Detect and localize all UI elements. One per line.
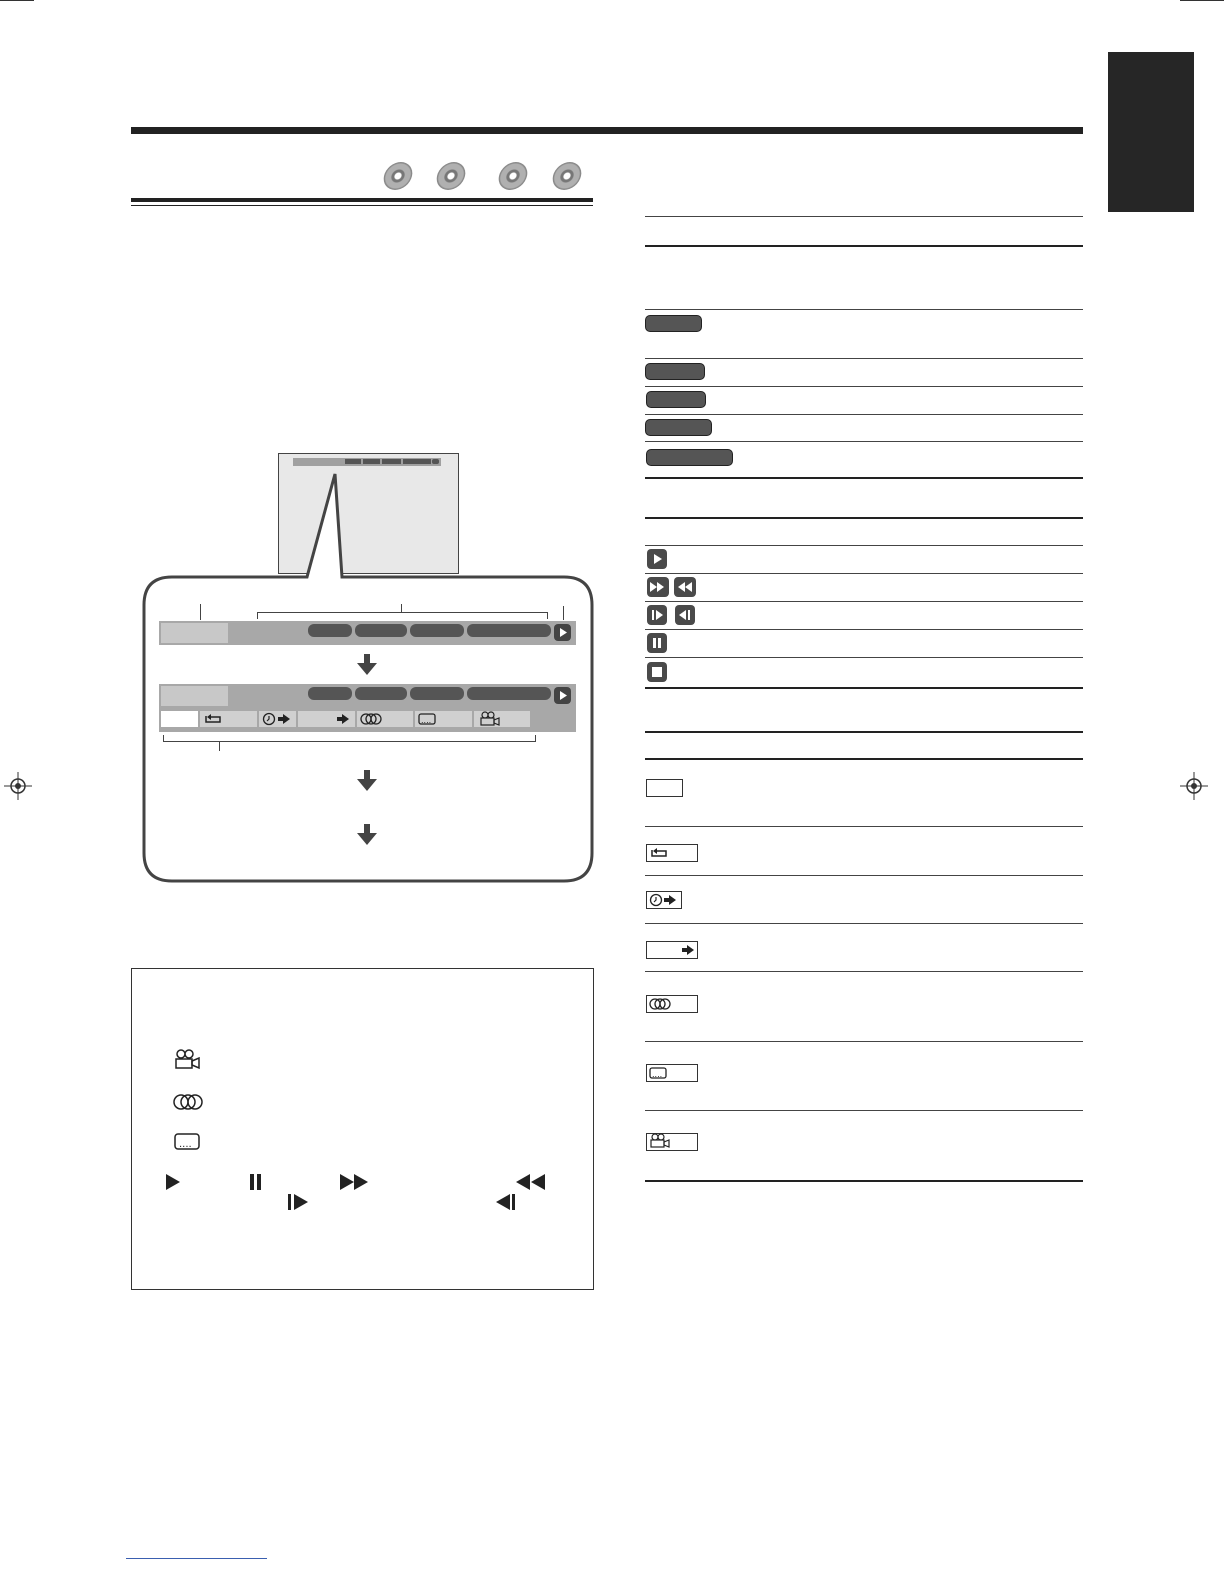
fast-forward-icon [339, 1173, 371, 1191]
table-rule [645, 629, 1083, 630]
table-rule [645, 441, 1083, 442]
pause-icon [647, 633, 667, 653]
slow-reverse-icon [675, 605, 695, 625]
menu-cell-blank [161, 711, 198, 727]
subtitle-box [646, 1064, 698, 1082]
subtitle-icon [649, 1066, 669, 1080]
subtitle-icon [418, 712, 438, 726]
arrow-right-icon [336, 712, 352, 726]
chapter-box [646, 941, 698, 959]
clock-arrow-icon [649, 893, 681, 907]
table-rule [645, 657, 1083, 658]
status-pill [646, 391, 706, 408]
camera-angle-icon [479, 711, 501, 727]
menu-cell-audio [357, 711, 413, 727]
table-rule [645, 358, 1083, 359]
menu-cell-repeat [200, 711, 257, 727]
time-box [646, 891, 682, 909]
status-segment [410, 624, 464, 637]
subtitle-icon [174, 1132, 202, 1152]
callout-frame [142, 470, 594, 884]
disc-icon [434, 162, 468, 190]
svg-text:....: .... [652, 1070, 663, 1079]
rewind-icon [674, 577, 696, 597]
table-rule [645, 758, 1083, 760]
svg-text:....: .... [179, 1139, 192, 1150]
down-arrow-icon [357, 770, 377, 792]
menu-cell-angle [474, 711, 530, 727]
table-rule [645, 573, 1083, 574]
status-pill [645, 363, 705, 380]
note-box [131, 968, 594, 1290]
down-arrow-icon [357, 824, 377, 846]
label-tick [219, 741, 220, 751]
status-field [161, 623, 228, 643]
status-pill [645, 315, 702, 332]
stop-icon [647, 662, 667, 682]
play-icon [554, 624, 571, 641]
menu-bar [159, 684, 576, 732]
status-segment [467, 624, 551, 637]
label-tick [200, 604, 201, 620]
repeat-icon [203, 712, 223, 726]
status-segment [308, 624, 352, 637]
blank-box-icon [646, 779, 683, 797]
slow-forward-icon [287, 1193, 311, 1211]
menu-cell-time [259, 711, 296, 727]
table-rule [645, 1041, 1083, 1042]
table-rule [645, 309, 1083, 310]
table-rule [645, 1110, 1083, 1111]
table-rule [645, 386, 1083, 387]
crop-mark [0, 0, 34, 1]
disc-icon [550, 162, 584, 190]
play-icon [647, 549, 667, 569]
table-rule [645, 971, 1083, 972]
audio-box [646, 995, 698, 1013]
table-rule [645, 731, 1083, 733]
status-segment [308, 687, 352, 700]
registration-mark-icon [4, 772, 32, 800]
arrow-right-icon [681, 943, 697, 957]
angle-box [646, 1133, 698, 1151]
mini-bar [293, 458, 441, 466]
status-segment [355, 624, 407, 637]
repeat-icon [649, 846, 669, 860]
header-rule [131, 127, 1083, 134]
table-rule [645, 216, 1083, 217]
status-segment [467, 687, 551, 700]
svg-text:....: .... [421, 716, 432, 725]
disc-icon [496, 162, 530, 190]
slow-reverse-icon [494, 1193, 518, 1211]
camera-angle-icon [649, 1133, 671, 1149]
play-icon [164, 1173, 182, 1191]
table-rule [645, 875, 1083, 876]
status-bar [159, 621, 576, 645]
crop-mark [1180, 0, 1224, 1]
table-rule [645, 826, 1083, 827]
status-segment [410, 687, 464, 700]
pause-icon [248, 1173, 264, 1191]
table-rule [645, 601, 1083, 602]
section-rule [131, 205, 593, 206]
section-rule [131, 198, 593, 202]
fast-forward-icon [647, 577, 669, 597]
table-rule [645, 517, 1083, 519]
registration-mark-icon [1180, 772, 1208, 800]
table-rule [645, 1180, 1083, 1182]
footer-link-rule [126, 1558, 267, 1559]
play-icon [554, 687, 571, 704]
repeat-box [646, 844, 698, 862]
table-rule [645, 245, 1083, 247]
status-segment [355, 687, 407, 700]
slow-forward-icon [647, 605, 667, 625]
table-rule [645, 477, 1083, 479]
table-rule [645, 414, 1083, 415]
bracket-top [257, 612, 548, 619]
language-tab [1108, 52, 1194, 212]
status-field [161, 686, 228, 706]
table-rule [645, 923, 1083, 924]
disc-icon [381, 162, 415, 190]
menu-cell-subtitle [415, 711, 472, 727]
audio-circles-icon [173, 1092, 205, 1112]
down-arrow-icon [357, 654, 377, 676]
rewind-icon [514, 1173, 548, 1191]
status-pill [646, 449, 733, 466]
clock-arrow-icon [262, 712, 294, 726]
camera-angle-icon [173, 1049, 201, 1071]
table-rule [645, 687, 1083, 689]
audio-circles-icon [649, 997, 673, 1011]
label-tick [563, 606, 564, 620]
menu-cell-chapter [298, 711, 355, 727]
label-tick [401, 604, 402, 613]
audio-circles-icon [360, 712, 384, 726]
status-pill [645, 419, 712, 436]
table-rule [645, 545, 1083, 546]
